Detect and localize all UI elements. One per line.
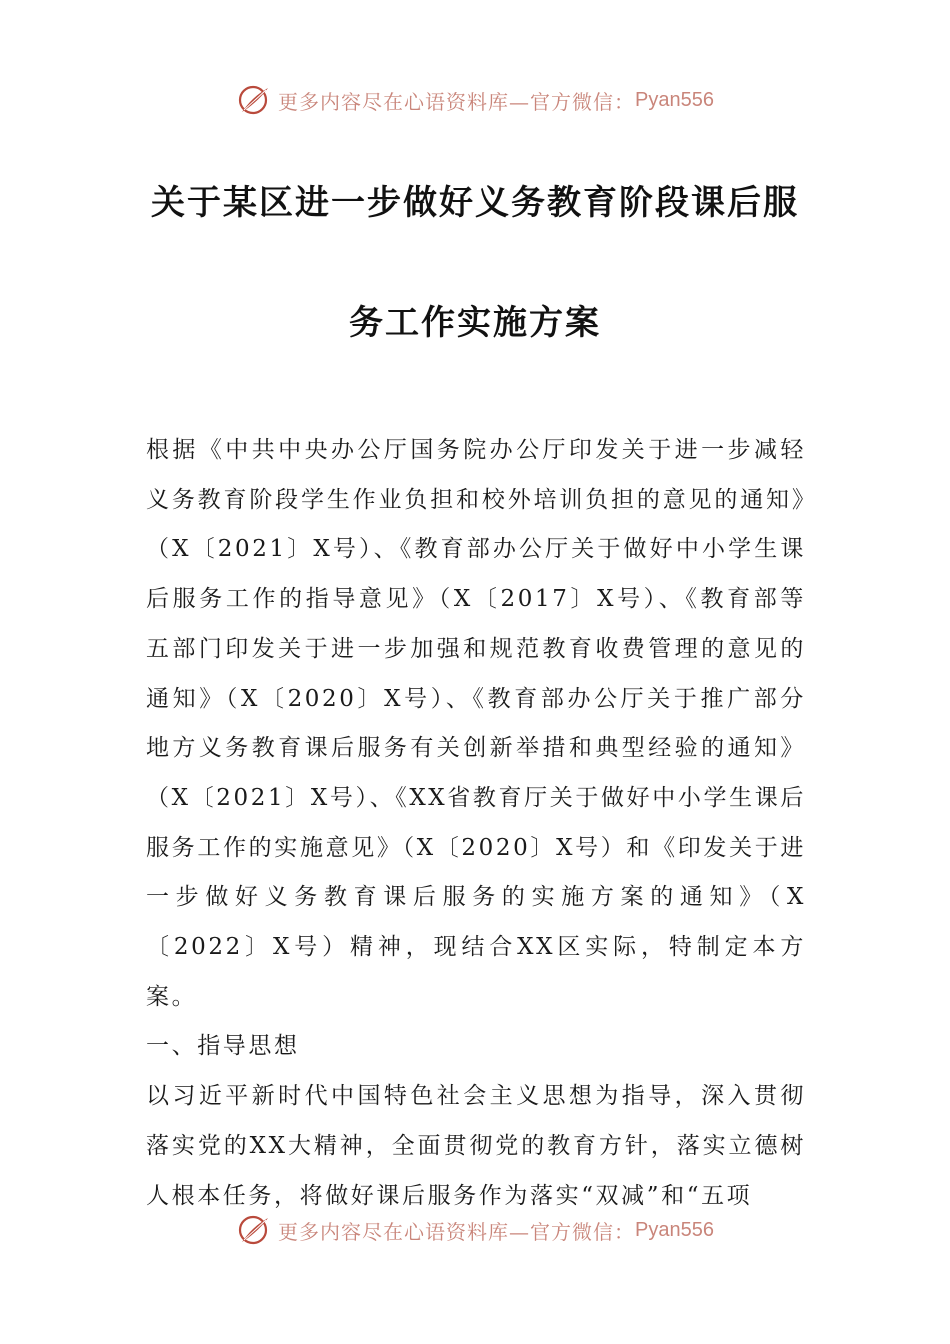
footer-watermark [0, 1212, 950, 1248]
watermark-text: 更多内容尽在心语资料库—官方微信： [278, 89, 636, 114]
document-title-line-2: 务工作实施方案 [349, 303, 601, 343]
watermark-wechat-id: Pyan556 [635, 1218, 714, 1241]
header-watermark [0, 82, 950, 118]
document-title-line-1: 关于某区进一步做好义务教育阶段课后服 [151, 183, 799, 223]
watermark-text: 更多内容尽在心语资料库—官方微信： [278, 1219, 636, 1244]
body-paragraph-1: 根据《中共中央办公厅国务院办公厅印发关于进一步减轻义务教育阶段学生作业负担和校外培训负担的意见的通知》（X〔2021〕X号）、《教育部办公厅关于做好中小学生课后服务工作的指导意见》（X〔2017〕X号）、《教育部等五部门印发关于进一步加强和规范教育收费管理的意见的通知》（X〔2020〕X号）、《教育部办公厅关于推广部分地方义务教育课后服务有关创新举措和典型经验的通知》（X〔2021〕X号）、《XX省教育厅关于做好中小学生课后服务工作的实施意见》（X〔2020〕X号）和《印发关于进一步做好义务教育课后服务的实施方案的通知》（X〔2022〕X号）精神，现结合XX区实际，特制定本方案。 [146, 437, 806, 1010]
body-paragraph-2: 以习近平新时代中国特色社会主义思想为指导，深入贯彻落实党的XX大精神，全面贯彻党的教育方针，落实立德树人根本任务，将做好课后服务作为落实“双减”和“五项 [146, 1083, 806, 1209]
section-heading-guiding-ideology: 一、指导思想 [146, 1033, 300, 1060]
feather-pen-logo-icon [236, 82, 272, 118]
watermark-wechat-id: Pyan556 [635, 88, 714, 111]
feather-pen-logo-icon [236, 1212, 272, 1248]
document-body [146, 426, 806, 1221]
